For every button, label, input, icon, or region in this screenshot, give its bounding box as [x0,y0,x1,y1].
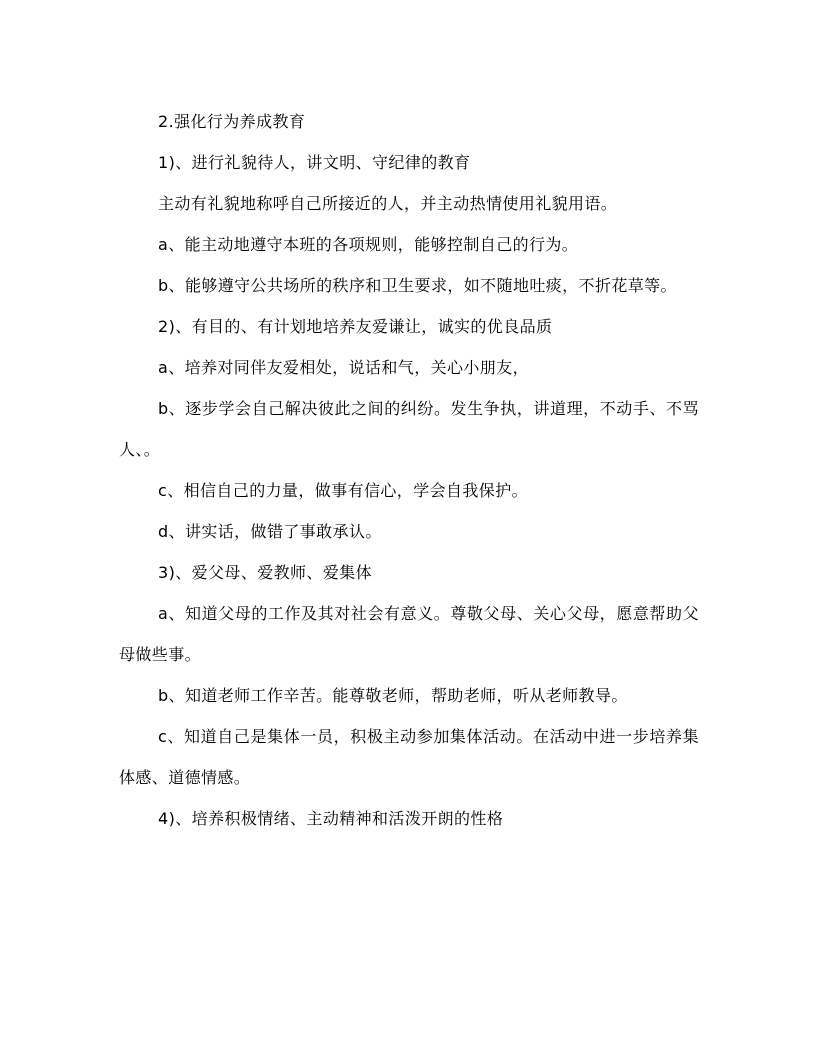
body-paragraph: 主动有礼貌地称呼自己所接近的人，并主动热情使用礼貌用语。 [158,194,618,213]
list-item: a、能主动地遵守本班的各项规则，能够控制自己的行为。 [158,235,579,254]
document-body [119,101,699,839]
list-item: c、知道自己是集体一员，积极主动参加集体活动。在活动中进一步培养集体感、道德情感。 [119,727,699,787]
subsection-heading: 4)、培养积极情绪、主动精神和活泼开朗的性格 [158,809,504,828]
subsection-heading: 2)、有目的、有计划地培养友爱谦让，诚实的优良品质 [158,317,553,336]
subsection-heading: 3)、爱父母、爱教师、爱集体 [158,563,373,582]
list-item: a、培养对同伴友爱相处，说话和气，关心小朋友， [158,358,530,377]
list-item: b、逐步学会自己解决彼此之间的纠纷。发生争执，讲道理，不动手、不骂人、。 [119,399,699,459]
list-item: a、知道父母的工作及其对社会有意义。尊敬父母、关心父母，愿意帮助父母做些事。 [119,604,699,664]
list-item: d、讲实话，做错了事敢承认。 [158,522,382,541]
list-item: c、相信自己的力量，做事有信心，学会自我保护。 [158,481,528,500]
list-item: b、知道老师工作辛苦。能尊敬老师，帮助老师，听从老师教导。 [158,686,628,705]
subsection-heading: 1)、进行礼貌待人，讲文明、守纪律的教育 [158,153,471,172]
section-heading: 2.强化行为养成教育 [158,112,306,131]
list-item: b、能够遵守公共场所的秩序和卫生要求，如不随地吐痰，不折花草等。 [158,276,677,295]
